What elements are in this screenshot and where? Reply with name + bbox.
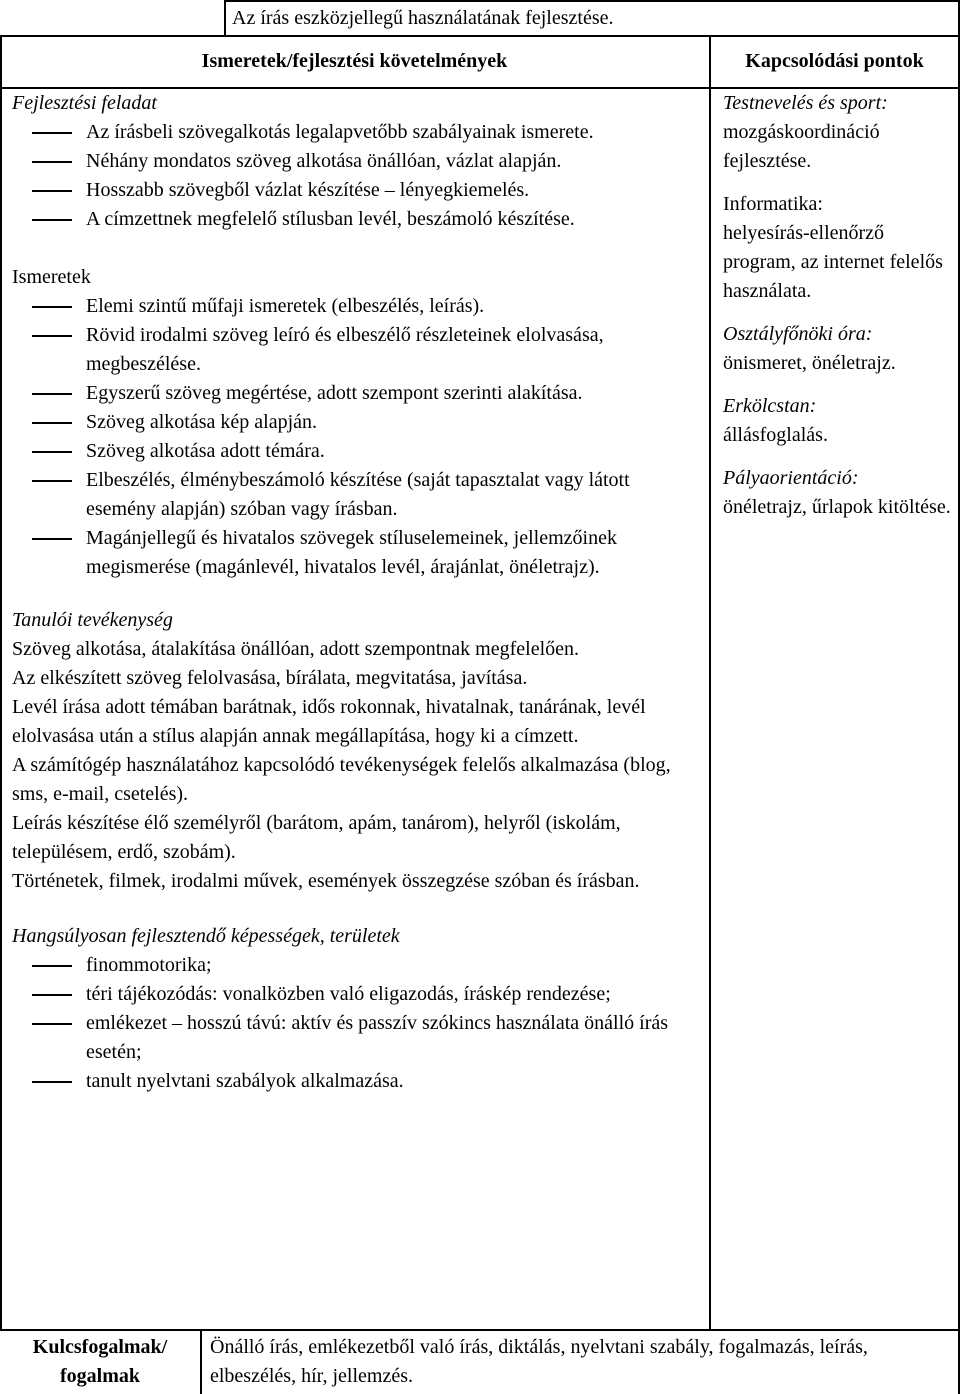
tanuloi-paragraph: Szöveg alkotása, átalakítása önállóan, adott szempontnak megfelelően.: [12, 638, 580, 660]
kulcsfogalmak-label: [0, 1333, 200, 1391]
tanuloi-paragraph: Levél írása adott témában barátnak, idős rokonnak, hivatalnak, tanárának, levél elolvasása után a stílus alapján annak megállapítása, hogy ki a címzett.: [12, 696, 646, 747]
connection-text: önismeret, önéletrajz.: [723, 352, 896, 374]
list-item: Az írásbeli szövegalkotás legalapvetőbb szabályainak ismerete.: [12, 118, 702, 147]
connection-text: önéletrajz, űrlapok kitöltése.: [723, 496, 951, 518]
kulcsfogalmak-text: Önálló írás, emlékezetből való írás, diktálás, nyelvtani szabály, fogalmazás, leírás, elbeszélés, hír, jellemzés.: [210, 1336, 868, 1387]
connection-block: [723, 89, 951, 176]
list-item: Hosszabb szövegből vázlat készítése – lényegkiemelés.: [12, 176, 702, 205]
list-item: tanult nyelvtani szabályok alkalmazása.: [12, 1067, 702, 1096]
list-item: Elbeszélés, élménybeszámoló készítése (saját tapasztalat vagy látott esemény alapján) szóban vagy írásban.: [12, 466, 702, 524]
tanuloi-paragraph: Történetek, filmek, irodalmi művek, események összegzése szóban és írásban.: [12, 870, 640, 892]
list-item: Szöveg alkotása kép alapján.: [12, 408, 702, 437]
connection-subject: Informatika:: [723, 193, 823, 215]
connection-block: [723, 464, 951, 522]
connection-text: helyesírás-ellenőrző program, az internet felelős használata.: [723, 222, 943, 302]
list-item: Magánjellegű és hivatalos szövegek stíluselemeinek, jellemzőinek megismerése (magánlevél, hivatalos levél, árajánlat, önéletrajz).: [12, 524, 702, 582]
header-right: Kapcsolódási pontok: [745, 50, 924, 72]
connection-block: [723, 190, 951, 306]
border-top-full: [0, 35, 960, 37]
list-item: emlékezet – hosszú távú: aktív és passzív szókincs használata önálló írás esetén;: [12, 1009, 702, 1067]
tanuloi-heading: Tanulói tevékenység: [12, 609, 173, 631]
list-item: Rövid irodalmi szöveg leíró és elbeszélő részleteinek elolvasása, megbeszélése.: [12, 321, 702, 379]
border-left: [0, 35, 2, 1331]
fejlesztesi-heading: Fejlesztési feladat: [12, 92, 157, 114]
connection-subject: Erkölcstan:: [723, 395, 817, 417]
connection-block: [723, 392, 951, 450]
fejlesztesi-list: [12, 118, 702, 234]
tanuloi-paragraph: Leírás készítése élő személyről (barátom, apám, tanárom), helyről (iskolám, településem, erdő, szobám).: [12, 812, 621, 863]
hangsulyosan-list: [12, 951, 702, 1096]
right-column: [723, 89, 951, 536]
list-item: Elemi szintű műfaji ismeretek (elbeszélés, leírás).: [12, 292, 702, 321]
top-title: Az írás eszközjellegű használatának fejlesztése.: [232, 7, 614, 29]
border-kulcs-top: [0, 1329, 960, 1331]
tanuloi-paragraph: Az elkészített szöveg felolvasása, bírálata, megvitatása, javítása.: [12, 667, 528, 689]
header-left: Ismeretek/fejlesztési követelmények: [201, 50, 508, 72]
connection-subject: Osztályfőnöki óra:: [723, 323, 873, 345]
border-top-title: [224, 0, 960, 2]
connection-block: [723, 320, 951, 378]
list-item: Néhány mondatos szöveg alkotása önállóan, vázlat alapján.: [12, 147, 702, 176]
list-item: Szöveg alkotása adott témára.: [12, 437, 702, 466]
ismeretek-heading: Ismeretek: [12, 266, 91, 288]
list-item: Egyszerű szöveg megértése, adott szempont szerinti alakítása.: [12, 379, 702, 408]
list-item: finommotorika;: [12, 951, 702, 980]
border-kulcs-divider: [200, 1329, 202, 1394]
left-column: [12, 89, 702, 1096]
border-column-divider: [709, 35, 711, 1331]
list-item: téri tájékozódás: vonalközben való eligazodás, íráskép rendezése;: [12, 980, 702, 1009]
connection-subject: Pályaorientáció:: [723, 467, 859, 489]
kulcsfogalmak-label-line1: Kulcsfogalmak/: [32, 1336, 168, 1358]
ismeretek-list: [12, 292, 702, 582]
border-title-left: [224, 0, 226, 37]
kulcsfogalmak-label-line2: fogalmak: [60, 1365, 140, 1387]
connection-text: mozgáskoordináció fejlesztése.: [723, 121, 880, 172]
connection-text: állásfoglalás.: [723, 424, 828, 446]
hangsulyosan-heading: Hangsúlyosan fejlesztendő képességek, területek: [12, 925, 400, 947]
list-item: A címzettnek megfelelő stílusban levél, beszámoló készítése.: [12, 205, 702, 234]
tanuloi-paragraph: A számítógép használatához kapcsolódó tevékenységek felelős alkalmazása (blog, sms, e-mail, csetelés).: [12, 754, 671, 805]
connection-subject: Testnevelés és sport:: [723, 92, 888, 114]
